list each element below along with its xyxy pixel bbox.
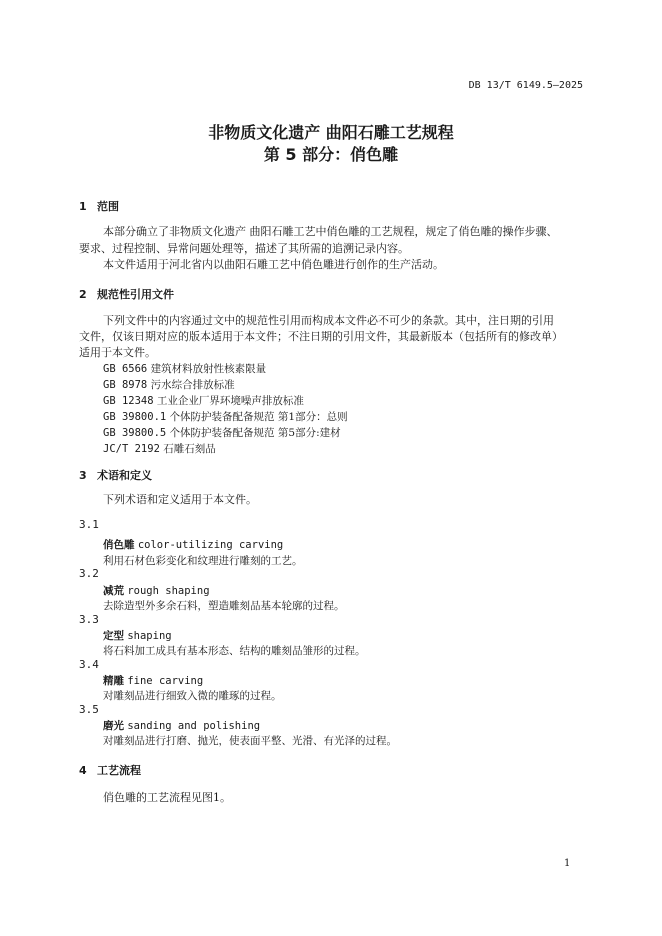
paragraph-line: 本部分确立了非物质文化遗产 曲阳石雕工艺中俏色雕的工艺规程，规定了俏色雕的操作步骤、 [103,225,558,238]
section-title: 术语和定义 [97,469,152,482]
reference-title: 污水综合排放标准 [150,379,235,391]
reference-item [103,409,348,424]
reference-code: GB 12348 [103,395,154,407]
term-heading [103,537,283,552]
section-number: 4 [79,764,87,777]
section-3-heading [79,467,152,483]
section-title: 规范性引用文件 [97,288,174,301]
paragraph-line: 俏色雕的工艺流程见图1。 [103,791,231,804]
paragraph-line: 要求、过程控制、异常问题处理等，描述了其所需的追溯记录内容。 [79,242,409,255]
term-zh: 定型 [103,630,124,642]
term-definition: 去除造型外多余石料，塑造雕刻品基本轮廓的过程。 [103,600,345,612]
section-2-heading [79,286,174,302]
term-definition: 将石料加工成具有基本形态、结构的雕刻品雏形的过程。 [103,645,366,657]
section-number: 3 [79,469,87,482]
term-number: 3.5 [79,703,99,716]
reference-code: GB 39800.5 [103,427,167,439]
term-number: 3.4 [79,658,99,671]
reference-title: 个体防护装备配备规范 第1部分：总则 [169,411,348,423]
reference-item [103,393,304,408]
term-en: rough shaping [127,585,210,597]
term-en: color-utilizing carving [137,539,284,551]
paragraph-line: 适用于本文件。 [79,346,156,359]
section-number: 1 [79,200,87,213]
paragraph-line: 本文件适用于河北省内以曲阳石雕工艺中俏色雕进行创作的生产活动。 [103,258,444,271]
paragraph-line: 文件，仅该日期对应的版本适用于本文件；不注日期的引用文件，其最新版本（包括所有的修改单） [79,330,563,343]
reference-title: 石雕石刻品 [163,443,216,455]
reference-code: GB 8978 [103,379,148,391]
term-zh: 磨光 [103,720,124,732]
term-heading [103,673,203,688]
term-en: sanding and polishing [127,720,261,732]
term-en: fine carving [127,675,204,687]
section-title: 工艺流程 [97,764,141,777]
reference-item [103,441,216,456]
section-1-heading [79,198,119,214]
reference-title: 工业企业厂界环境噪声排放标准 [156,395,304,407]
term-number: 3.3 [79,613,99,626]
title-line-2: 第 5 部分：俏色雕 [263,145,399,164]
term-number: 3.2 [79,567,99,580]
reference-item [103,361,266,376]
paragraph-line: 下列文件中的内容通过文中的规范性引用而构成本文件必不可少的条款。其中，注日期的引用 [103,314,554,327]
term-en: shaping [127,630,172,642]
term-heading [103,583,210,598]
document-id: DB 13/T 6149.5—2025 [468,80,583,91]
reference-title: 建筑材料放射性核素限量 [150,363,267,375]
term-definition: 对雕刻品进行打磨、抛光，使表面平整、光滑、有光泽的过程。 [103,735,397,747]
section-4-heading [79,762,141,778]
section-title: 范围 [97,200,119,213]
term-zh: 减荒 [103,585,124,597]
term-definition: 利用石材色彩变化和纹理进行雕刻的工艺。 [103,555,303,567]
reference-code: GB 6566 [103,363,148,375]
reference-item [103,425,341,440]
term-number: 3.1 [79,518,99,531]
paragraph-line: 下列术语和定义适用于本文件。 [103,493,257,506]
term-heading [103,718,260,733]
section-number: 2 [79,288,87,301]
term-heading [103,628,172,643]
title-line-1: 非物质文化遗产 曲阳石雕工艺规程 [208,123,454,142]
term-definition: 对雕刻品进行细致入微的雕琢的过程。 [103,690,282,702]
reference-item [103,377,235,392]
reference-title: 个体防护装备配备规范 第5部分:建材 [169,427,341,439]
term-zh: 精雕 [103,675,124,687]
page-number: 1 [564,858,571,869]
term-zh: 俏色雕 [103,539,135,551]
reference-code: GB 39800.1 [103,411,167,423]
reference-code: JC/T 2192 [103,443,160,455]
